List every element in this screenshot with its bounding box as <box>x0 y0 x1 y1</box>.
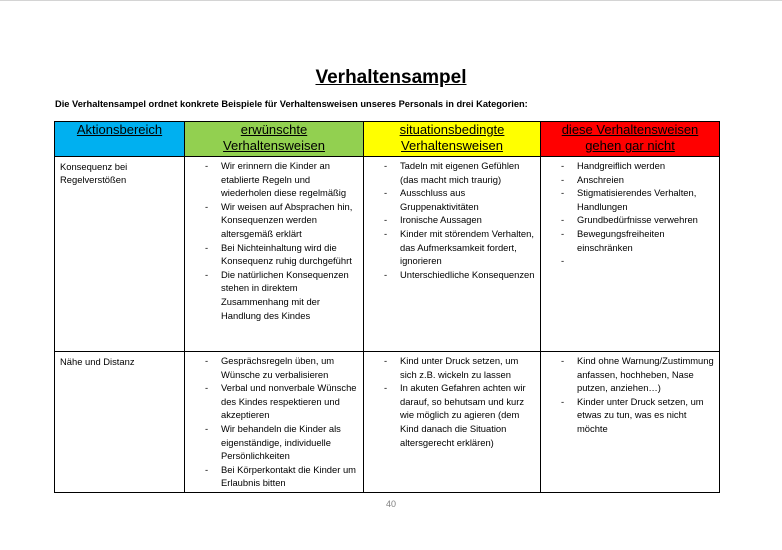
list-item: - Kinder mit störendem Verhalten, das Aufmerksamkeit fordert, ignorieren <box>364 227 536 268</box>
cell-situationsbedingt <box>364 157 541 352</box>
header-aktionsbereich <box>55 122 185 157</box>
list-item: - Bei Nichteinhaltung wird die Konsequenz ruhig durchgeführt <box>185 241 359 268</box>
list-item: - Stigmatisierendes Verhalten, Handlungen <box>541 186 715 213</box>
list-item: - Wir behandeln die Kinder als eigenständige, individuelle Persönlichkeiten <box>185 422 359 463</box>
list-item-empty <box>541 254 715 268</box>
page-title: Verhaltensampel <box>315 67 467 88</box>
header-situationsbedingt <box>364 122 541 157</box>
cell-gar-nicht <box>541 352 720 493</box>
list-item: - Bei Körperkontakt die Kinder um Erlaubnis bitten <box>185 463 359 490</box>
row-label-naehe-distanz <box>55 352 185 493</box>
row-label-line: Konsequenz bei <box>60 161 128 172</box>
list-item: - Unterschiedliche Konsequenzen <box>364 268 536 282</box>
page-number: 40 <box>385 499 396 509</box>
item-list <box>541 354 715 436</box>
list-item: - Tadeln mit eigenen Gefühlen (das macht mich traurig) <box>364 159 536 186</box>
header-erwuenscht <box>185 122 364 157</box>
cell-gar-nicht <box>541 157 720 352</box>
item-list <box>364 354 536 449</box>
item-list <box>185 159 359 322</box>
list-item: - Handgreiflich werden <box>541 159 715 173</box>
list-item: - Grundbedürfnisse verwehren <box>541 213 715 227</box>
list-item: - Ironische Aussagen <box>364 213 536 227</box>
item-list <box>185 354 359 490</box>
header-line: Verhaltensweisen <box>223 138 325 153</box>
header-line: Aktionsbereich <box>76 122 163 137</box>
cell-situationsbedingt <box>364 352 541 493</box>
page-top-border <box>0 0 782 1</box>
list-item: - Bewegungsfreiheiten einschränken <box>541 227 715 254</box>
table-header-row <box>55 122 720 157</box>
behavior-traffic-light-table <box>54 121 720 493</box>
list-item: - Wir erinnern die Kinder an etablierte Regeln und wiederholen diese regelmäßig <box>185 159 359 200</box>
list-item: - Gesprächsregeln üben, um Wünsche zu verbalisieren <box>185 354 359 381</box>
cell-erwuenscht <box>185 352 364 493</box>
header-line: diese Verhaltensweisen <box>561 122 699 137</box>
list-item: - Die natürlichen Konsequenzen stehen in direktem Zusammenhang mit der Handlung des Kindes <box>185 268 359 322</box>
header-line: gehen gar nicht <box>585 138 675 153</box>
list-item: - Verbal und nonverbale Wünsche des Kindes respektieren und akzeptieren <box>185 381 359 422</box>
header-gar-nicht <box>541 122 720 157</box>
list-item: - In akuten Gefahren achten wir darauf, so behutsam und kurz wie möglich zu agieren (dem Kind danach die Situation altersgerecht erklären) <box>364 381 536 449</box>
header-line: situationsbedingte <box>399 122 505 137</box>
header-line: Verhaltensweisen <box>401 138 503 153</box>
item-list <box>364 159 536 281</box>
list-item: - Kind unter Druck setzen, um sich z.B. wickeln zu lassen <box>364 354 536 381</box>
item-list <box>541 159 715 268</box>
list-item: - Kind ohne Warnung/Zustimmung anfassen, hochheben, Nase putzen, anziehen…) <box>541 354 715 395</box>
row-label-line: Regelverstößen <box>60 174 127 185</box>
list-item: - Kinder unter Druck setzen, um etwas zu tun, was es nicht möchte <box>541 395 715 436</box>
row-label-line: Nähe und Distanz <box>60 356 135 367</box>
row-label-konsequenz <box>55 157 185 352</box>
header-line: erwünschte <box>240 122 308 137</box>
intro-text: Die Verhaltensampel ordnet konkrete Beispiele für Verhaltensweisen unseres Personals in drei Kategorien: <box>55 99 528 109</box>
list-item: - Anschreien <box>541 173 715 187</box>
table-row <box>55 352 720 493</box>
list-item: - Ausschluss aus Gruppenaktivitäten <box>364 186 536 213</box>
table-row <box>55 157 720 352</box>
cell-erwuenscht <box>185 157 364 352</box>
list-item: - Wir weisen auf Absprachen hin, Konsequenzen werden altersgemäß erklärt <box>185 200 359 241</box>
